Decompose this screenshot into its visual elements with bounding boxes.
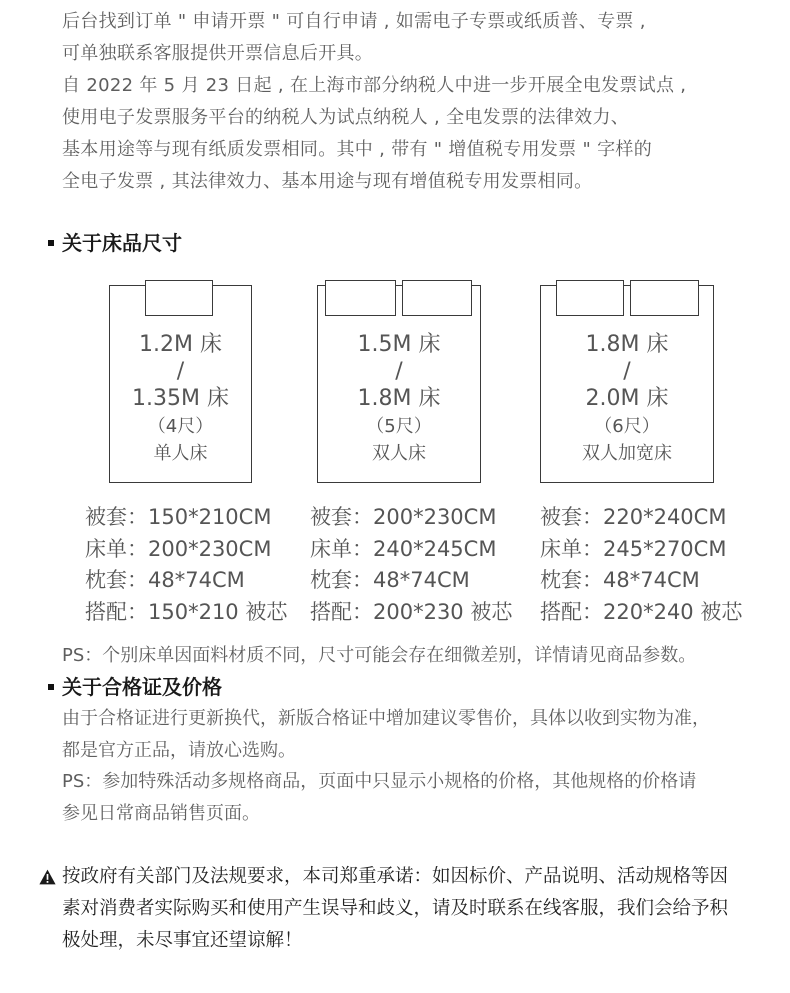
spec-pillowcase: 枕套：48*74CM: [85, 568, 245, 593]
spec-duvet-cover: 被套：220*240CM: [540, 505, 727, 529]
invoice-text-line: 使用电子发票服务平台的纳税人为试点纳税人 , 全电发票的法律效力、: [62, 107, 630, 128]
certificate-price-heading-text: 关于合格证及价格: [62, 675, 222, 699]
spec-pillowcase: 枕套：48*74CM: [310, 568, 470, 593]
invoice-info-section: [62, 6, 686, 198]
warning-triangle-icon: [39, 869, 56, 885]
bed-size-chi: （6尺）: [594, 416, 660, 437]
bed-size-heading: [48, 229, 182, 257]
spec-duvet-cover: 被套：150*210CM: [85, 505, 272, 529]
pillow-icon: [630, 280, 699, 316]
notice-text-line: 素对消费者实际购买和使用产生误导和歧义，请及时联系在线客服，我们会给予积: [62, 898, 729, 919]
bed-spec-list-single: [85, 502, 287, 629]
pillow-icon: [145, 280, 213, 316]
invoice-text-line: 自 2022 年 5 月 23 日起 , 在上海市部分纳税人中进一步开展全电发票试点 ,: [62, 75, 687, 96]
notice-text-line: 按政府有关部门及法规要求，本司郑重承诺：如因标价、产品说明、活动规格等因: [62, 866, 729, 887]
bed-size-primary: 1.2M 床: [139, 332, 222, 357]
square-bullet-icon: [48, 684, 54, 690]
certificate-price-heading: [48, 673, 222, 701]
bed-size-secondary: 2.0M 床: [585, 386, 669, 411]
bed-size-note-text: PS：个别床单因面料材质不同，尺寸可能会存在细微差别，详情请见商品参数。: [62, 645, 697, 666]
invoice-text-line: 可单独联系客服提供开票信息后开具。: [62, 43, 374, 64]
invoice-text-line: 全电子发票 , 其法律效力、基本用途与现有增值税专用发票相同。: [62, 171, 593, 192]
invoice-text-line: 基本用途等与现有纸质发票相同。其中 , 带有 " 增值税专用发票 " 字样的: [62, 139, 653, 160]
spec-bed-sheet: 床单：240*245CM: [310, 536, 497, 561]
certificate-text-line: 参见日常商品销售页面。: [62, 802, 260, 824]
pillow-icon: [325, 280, 396, 316]
spec-bed-sheet: 床单：245*270CM: [540, 536, 727, 561]
square-bullet-icon: [48, 240, 54, 246]
bed-size-separator: /: [395, 359, 403, 384]
certificate-text-line: PS：参加特殊活动多规格商品，页面中只显示小规格的价格，其他规格的价格请: [62, 771, 697, 793]
spec-matching-quilt: 搭配：150*210 被芯: [85, 599, 288, 624]
bed-spec-list-wide-double: [540, 502, 742, 629]
invoice-text-line: 后台找到订单 " 申请开票 " 可自行申请 , 如需电子专票或纸质普、专票 ,: [62, 11, 646, 32]
certificate-text-line: 由于合格证进行更新换代，新版合格证中增加建议零售价，具体以收到实物为准，: [62, 708, 710, 729]
bed-size-primary: 1.5M 床: [357, 332, 441, 357]
bed-size-heading-text: 关于床品尺寸: [62, 231, 182, 255]
bed-size-separator: /: [176, 359, 185, 384]
bed-diagram-single: [109, 285, 252, 483]
certificate-text-line: 都是官方正品，请放心选购。: [62, 739, 296, 761]
pillow-icon: [556, 280, 624, 316]
certificate-price-section: [62, 703, 710, 830]
bed-diagram-double: [317, 285, 481, 483]
bed-size-secondary: 1.8M 床: [357, 386, 441, 411]
spec-duvet-cover: 被套：200*230CM: [310, 505, 497, 529]
legal-notice-section: [62, 861, 728, 957]
bed-type-label: 单人床: [153, 443, 208, 464]
bed-size-separator: /: [623, 359, 631, 384]
spec-pillowcase: 枕套：48*74CM: [540, 568, 700, 593]
bed-type-label: 双人加宽床: [582, 443, 672, 464]
bed-diagram-wide-double: [540, 285, 714, 483]
bed-size-primary: 1.8M 床: [585, 332, 669, 357]
spec-bed-sheet: 床单：200*230CM: [85, 536, 272, 561]
spec-matching-quilt: 搭配：220*240 被芯: [540, 599, 743, 624]
pillow-icon: [402, 280, 472, 316]
spec-matching-quilt: 搭配：200*230 被芯: [310, 599, 513, 624]
bed-size-chi: （5尺）: [366, 416, 432, 437]
bed-type-label: 双人床: [372, 443, 426, 464]
bed-size-secondary: 1.35M 床: [132, 386, 229, 411]
notice-text-line: 极处理，未尽事宜还望谅解！: [62, 930, 303, 951]
bed-size-chi: （4尺）: [147, 416, 214, 437]
bed-size-note: [62, 640, 696, 672]
bed-spec-list-double: [310, 502, 512, 629]
